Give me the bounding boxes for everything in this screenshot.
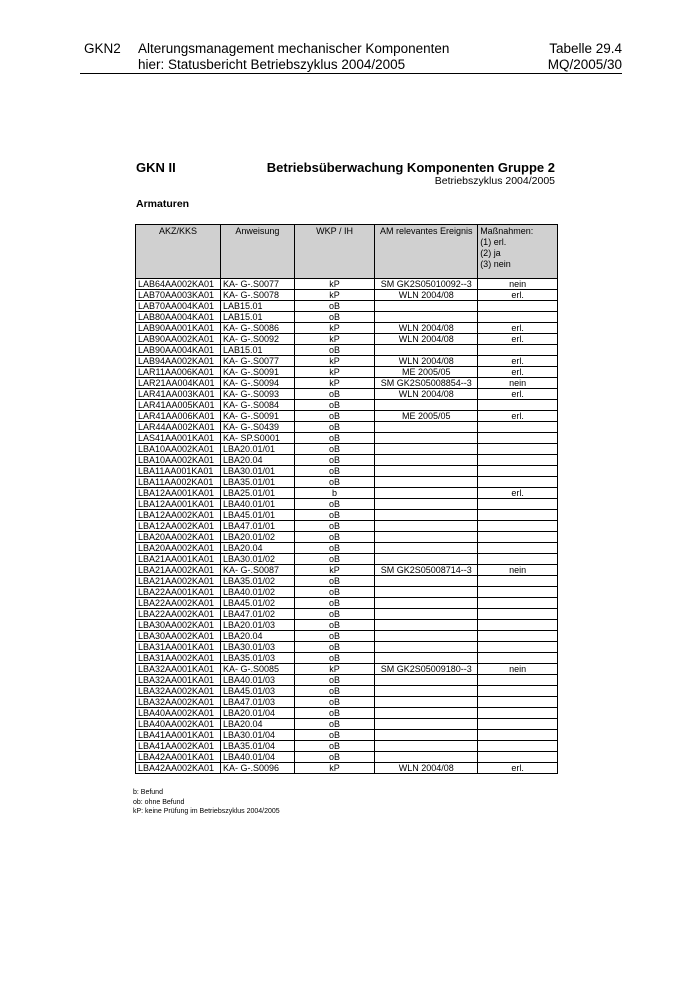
cell-anweisung: KA- G-.S0087 [220,565,294,576]
header-table-no: Tabelle 29.4 [549,41,622,56]
cell-wkp-ih: oB [294,598,374,609]
cell-anweisung: LBA20.04 [220,719,294,730]
cell-anweisung: LBA45.01/03 [220,686,294,697]
cell-wkp-ih: oB [294,576,374,587]
cell-wkp-ih: oB [294,510,374,521]
table-row [136,499,558,510]
cell-wkp-ih: oB [294,411,374,422]
cell-massnahmen [478,510,558,521]
cell-massnahmen [478,631,558,642]
cell-massnahmen [478,466,558,477]
cell-akz-kks: LAB90AA001KA01 [136,323,221,334]
table-row [136,477,558,488]
cell-wkp-ih: oB [294,631,374,642]
table-row [136,422,558,433]
cell-massnahmen [478,576,558,587]
cell-massnahmen [478,752,558,763]
table-row [136,301,558,312]
table-row [136,554,558,565]
cell-wkp-ih: oB [294,554,374,565]
cell-anweisung: LAB15.01 [220,312,294,323]
cell-akz-kks: LBA20AA002KA01 [136,543,221,554]
cell-akz-kks: LBA21AA001KA01 [136,554,221,565]
cell-anweisung: LBA30.01/03 [220,642,294,653]
footnotes [133,788,280,817]
plant-name: GKN II [136,160,176,175]
header-ref: MQ/2005/30 [547,57,622,72]
cell-massnahmen: nein [478,378,558,389]
cell-am-ereignis [375,554,478,565]
cell-massnahmen [478,477,558,488]
section-heading: Armaturen [136,198,190,210]
cell-akz-kks: LAR44AA002KA01 [136,422,221,433]
cell-am-ereignis: ME 2005/05 [375,411,478,422]
cell-akz-kks: LAR21AA004KA01 [136,378,221,389]
cell-anweisung: KA- SP.S0001 [220,433,294,444]
cell-akz-kks: LBA11AA002KA01 [136,477,221,488]
cell-anweisung: LBA20.01/01 [220,444,294,455]
cell-wkp-ih: oB [294,675,374,686]
cell-am-ereignis [375,653,478,664]
cell-am-ereignis [375,719,478,730]
cell-anweisung: KA- G-.S0439 [220,422,294,433]
cell-am-ereignis: WLN 2004/08 [375,334,478,345]
cell-am-ereignis [375,609,478,620]
cell-wkp-ih: oB [294,587,374,598]
cell-akz-kks: LAR41AA006KA01 [136,411,221,422]
table-row [136,356,558,367]
table-row [136,719,558,730]
table-row [136,631,558,642]
cell-anweisung: LBA47.01/01 [220,521,294,532]
cell-wkp-ih: oB [294,389,374,400]
cell-akz-kks: LBA22AA002KA01 [136,598,221,609]
header-divider [80,73,622,74]
cell-am-ereignis [375,675,478,686]
cell-anweisung: KA- G-.S0085 [220,664,294,675]
table-row [136,686,558,697]
cell-akz-kks: LBA32AA002KA01 [136,686,221,697]
table-row [136,345,558,356]
cell-am-ereignis [375,741,478,752]
col-massnahmen: Maßnahmen: (1) erl. (2) ja (3) nein [478,225,558,279]
cell-anweisung: KA- G-.S0084 [220,400,294,411]
cell-wkp-ih: oB [294,455,374,466]
cell-wkp-ih: kP [294,356,374,367]
table-row [136,389,558,400]
cell-wkp-ih: kP [294,290,374,301]
cell-wkp-ih: kP [294,367,374,378]
cell-akz-kks: LBA40AA002KA01 [136,719,221,730]
col-akz-kks: AKZ/KKS [136,225,221,279]
cell-massnahmen: erl. [478,323,558,334]
cell-anweisung: LBA35.01/02 [220,576,294,587]
cell-anweisung: LBA45.01/01 [220,510,294,521]
table-header-row [136,225,558,279]
cell-wkp-ih: oB [294,752,374,763]
cell-akz-kks: LBA21AA002KA01 [136,576,221,587]
cell-akz-kks: LBA10AA002KA01 [136,455,221,466]
cell-anweisung: KA- G-.S0077 [220,279,294,290]
cell-wkp-ih: oB [294,719,374,730]
cell-am-ereignis [375,345,478,356]
cell-anweisung: LBA30.01/04 [220,730,294,741]
cell-massnahmen [478,697,558,708]
cell-anweisung: KA- G-.S0092 [220,334,294,345]
cell-massnahmen: erl. [478,411,558,422]
table-row [136,653,558,664]
cell-am-ereignis [375,488,478,499]
cell-anweisung: KA- G-.S0078 [220,290,294,301]
cell-massnahmen [478,433,558,444]
table-row [136,411,558,422]
cell-massnahmen [478,730,558,741]
table-row [136,752,558,763]
cell-massnahmen [478,719,558,730]
cell-massnahmen [478,554,558,565]
cell-am-ereignis [375,510,478,521]
table-row [136,455,558,466]
table-row [136,290,558,301]
cell-am-ereignis [375,752,478,763]
cell-am-ereignis [375,620,478,631]
cell-wkp-ih: kP [294,334,374,345]
cell-akz-kks: LBA12AA002KA01 [136,510,221,521]
cell-am-ereignis [375,631,478,642]
cell-am-ereignis: ME 2005/05 [375,367,478,378]
cell-massnahmen [478,444,558,455]
cell-wkp-ih: oB [294,466,374,477]
cell-akz-kks: LBA32AA001KA01 [136,675,221,686]
cell-am-ereignis [375,697,478,708]
cell-am-ereignis: SM GK2S05010092--3 [375,279,478,290]
cell-anweisung: LBA20.01/03 [220,620,294,631]
cell-am-ereignis [375,422,478,433]
cell-wkp-ih: oB [294,741,374,752]
cell-wkp-ih: oB [294,301,374,312]
table-row [136,466,558,477]
cell-am-ereignis [375,521,478,532]
cell-akz-kks: LBA40AA002KA01 [136,708,221,719]
table-row [136,708,558,719]
cell-massnahmen [478,587,558,598]
footnote: ob: ohne Befund [133,798,185,806]
cell-akz-kks: LBA22AA002KA01 [136,609,221,620]
table-row [136,521,558,532]
table-row [136,400,558,411]
cell-massnahmen [478,455,558,466]
cell-anweisung: LAB15.01 [220,345,294,356]
cell-anweisung: LBA25.01/01 [220,488,294,499]
cell-anweisung: KA- G-.S0086 [220,323,294,334]
cell-akz-kks: LBA10AA002KA01 [136,444,221,455]
cell-wkp-ih: kP [294,763,374,774]
cell-wkp-ih: oB [294,400,374,411]
cell-akz-kks: LBA32AA001KA01 [136,664,221,675]
document-title: Betriebsüberwachung Komponenten Gruppe 2 [266,160,555,175]
table-row [136,378,558,389]
cell-akz-kks: LBA41AA001KA01 [136,730,221,741]
cell-massnahmen [478,422,558,433]
table-row [136,433,558,444]
cell-akz-kks: LBA22AA001KA01 [136,587,221,598]
cell-anweisung: KA- G-.S0096 [220,763,294,774]
header-org: GKN2 [84,41,121,56]
table-row [136,444,558,455]
cell-anweisung: LBA20.01/02 [220,532,294,543]
table-row [136,334,558,345]
cell-anweisung: LBA45.01/02 [220,598,294,609]
footnote: b: Befund [133,789,163,796]
table-row [136,675,558,686]
cell-wkp-ih: oB [294,708,374,719]
cell-massnahmen [478,400,558,411]
cell-anweisung: KA- G-.S0091 [220,411,294,422]
col-anweisung: Anweisung [220,225,294,279]
cell-wkp-ih: b [294,488,374,499]
cell-massnahmen [478,532,558,543]
cell-wkp-ih: oB [294,543,374,554]
table-row [136,642,558,653]
table-row [136,279,558,290]
cell-anweisung: LBA20.04 [220,543,294,554]
footnote: kP: keine Prüfung im Betriebszyklus 2004/2005 [133,808,280,815]
cell-wkp-ih: oB [294,686,374,697]
table-row [136,565,558,576]
table-row [136,730,558,741]
cell-massnahmen [478,620,558,631]
cell-akz-kks: LBA31AA001KA01 [136,642,221,653]
cell-am-ereignis: WLN 2004/08 [375,356,478,367]
cell-anweisung: LBA40.01/03 [220,675,294,686]
cell-wkp-ih: oB [294,422,374,433]
page-header [84,41,622,73]
cell-am-ereignis [375,444,478,455]
header-line1: Alterungsmanagement mechanischer Komponenten [138,41,450,56]
table-row [136,741,558,752]
cell-wkp-ih: kP [294,664,374,675]
cell-akz-kks: LBA12AA001KA01 [136,499,221,510]
cell-massnahmen [478,653,558,664]
cell-massnahmen [478,345,558,356]
cell-wkp-ih: oB [294,730,374,741]
cell-am-ereignis: WLN 2004/08 [375,290,478,301]
cell-am-ereignis [375,543,478,554]
cell-massnahmen [478,609,558,620]
cell-anweisung: LBA40.01/02 [220,587,294,598]
cell-massnahmen: erl. [478,334,558,345]
cell-anweisung: LBA20.01/04 [220,708,294,719]
cell-massnahmen [478,312,558,323]
table-row [136,543,558,554]
cell-wkp-ih: oB [294,345,374,356]
cell-wkp-ih: oB [294,620,374,631]
cell-anweisung: KA- G-.S0093 [220,389,294,400]
cell-akz-kks: LBA32AA002KA01 [136,697,221,708]
cell-massnahmen [478,301,558,312]
cell-akz-kks: LBA20AA002KA01 [136,532,221,543]
table-row [136,323,558,334]
cell-akz-kks: LAS41AA001KA01 [136,433,221,444]
table-row [136,697,558,708]
cell-massnahmen [478,543,558,554]
cell-anweisung: LBA35.01/04 [220,741,294,752]
cell-akz-kks: LBA12AA002KA01 [136,521,221,532]
cell-akz-kks: LBA12AA001KA01 [136,488,221,499]
cell-am-ereignis [375,642,478,653]
cell-am-ereignis [375,532,478,543]
cell-wkp-ih: oB [294,312,374,323]
col-wkp-ih: WKP / IH [294,225,374,279]
cell-am-ereignis [375,477,478,488]
table-row [136,532,558,543]
cell-am-ereignis [375,499,478,510]
cell-am-ereignis [375,433,478,444]
cell-anweisung: LBA47.01/03 [220,697,294,708]
table-row [136,367,558,378]
cell-wkp-ih: oB [294,477,374,488]
cell-anweisung: LBA40.01/04 [220,752,294,763]
cell-wkp-ih: kP [294,323,374,334]
cell-wkp-ih: oB [294,521,374,532]
table-body [136,279,558,774]
cell-am-ereignis [375,466,478,477]
cell-massnahmen [478,675,558,686]
table-row [136,510,558,521]
cell-wkp-ih: kP [294,279,374,290]
component-table [135,224,558,774]
table-row [136,488,558,499]
cell-massnahmen: erl. [478,389,558,400]
table-row [136,576,558,587]
cell-am-ereignis [375,598,478,609]
table-row [136,620,558,631]
cell-anweisung: LBA30.01/01 [220,466,294,477]
table-row [136,609,558,620]
cell-am-ereignis: WLN 2004/08 [375,323,478,334]
cell-akz-kks: LBA42AA002KA01 [136,763,221,774]
cell-wkp-ih: oB [294,653,374,664]
cell-massnahmen [478,686,558,697]
cell-akz-kks: LAB70AA003KA01 [136,290,221,301]
cell-wkp-ih: oB [294,433,374,444]
cell-anweisung: KA- G-.S0091 [220,367,294,378]
cell-anweisung: KA- G-.S0094 [220,378,294,389]
cell-am-ereignis [375,686,478,697]
cell-anweisung: LBA47.01/02 [220,609,294,620]
cell-wkp-ih: kP [294,378,374,389]
cell-akz-kks: LAB90AA004KA01 [136,345,221,356]
cell-massnahmen: nein [478,565,558,576]
cell-massnahmen [478,499,558,510]
cell-akz-kks: LAR41AA003KA01 [136,389,221,400]
cell-wkp-ih: oB [294,697,374,708]
table-row [136,587,558,598]
cell-massnahmen: erl. [478,367,558,378]
cell-massnahmen: erl. [478,488,558,499]
cell-am-ereignis: WLN 2004/08 [375,389,478,400]
cell-massnahmen: erl. [478,290,558,301]
cell-am-ereignis [375,587,478,598]
cell-wkp-ih: oB [294,609,374,620]
cell-am-ereignis [375,576,478,587]
cell-wkp-ih: oB [294,532,374,543]
cell-akz-kks: LAB64AA002KA01 [136,279,221,290]
cell-am-ereignis [375,400,478,411]
cell-am-ereignis: WLN 2004/08 [375,763,478,774]
table-row [136,664,558,675]
cell-akz-kks: LBA42AA001KA01 [136,752,221,763]
cell-akz-kks: LAB90AA002KA01 [136,334,221,345]
cell-massnahmen: erl. [478,356,558,367]
cell-am-ereignis [375,312,478,323]
cell-am-ereignis [375,708,478,719]
cell-akz-kks: LBA21AA002KA01 [136,565,221,576]
cell-am-ereignis [375,455,478,466]
cell-massnahmen [478,598,558,609]
cell-massnahmen [478,741,558,752]
cell-anweisung: LBA20.04 [220,631,294,642]
cell-massnahmen: nein [478,279,558,290]
cell-massnahmen [478,521,558,532]
cell-anweisung: LBA35.01/01 [220,477,294,488]
table-row [136,312,558,323]
table-row [136,598,558,609]
cell-akz-kks: LAB80AA004KA01 [136,312,221,323]
cell-wkp-ih: oB [294,444,374,455]
cell-anweisung: LBA40.01/01 [220,499,294,510]
cell-anweisung: LBA35.01/03 [220,653,294,664]
cell-akz-kks: LBA11AA001KA01 [136,466,221,477]
col-am-ereignis: AM relevantes Ereignis [375,225,478,279]
document-subtitle: Betriebszyklus 2004/2005 [434,175,555,187]
cell-akz-kks: LBA30AA002KA01 [136,620,221,631]
cell-massnahmen: erl. [478,763,558,774]
cell-akz-kks: LBA41AA002KA01 [136,741,221,752]
cell-akz-kks: LAB70AA004KA01 [136,301,221,312]
cell-massnahmen [478,642,558,653]
cell-wkp-ih: kP [294,565,374,576]
header-line2: hier: Statusbericht Betriebszyklus 2004/2005 [138,57,406,72]
cell-am-ereignis [375,301,478,312]
cell-am-ereignis: SM GK2S05009180--3 [375,664,478,675]
cell-anweisung: LAB15.01 [220,301,294,312]
cell-wkp-ih: oB [294,642,374,653]
cell-akz-kks: LBA31AA002KA01 [136,653,221,664]
cell-anweisung: LBA30.01/02 [220,554,294,565]
cell-am-ereignis [375,730,478,741]
cell-akz-kks: LAB94AA002KA01 [136,356,221,367]
cell-akz-kks: LBA30AA002KA01 [136,631,221,642]
cell-am-ereignis: SM GK2S05008854--3 [375,378,478,389]
table-row [136,763,558,774]
cell-anweisung: LBA20.04 [220,455,294,466]
cell-anweisung: KA- G-.S0077 [220,356,294,367]
cell-wkp-ih: oB [294,499,374,510]
cell-massnahmen: nein [478,664,558,675]
cell-akz-kks: LAR41AA005KA01 [136,400,221,411]
cell-massnahmen [478,708,558,719]
cell-am-ereignis: SM GK2S05008714--3 [375,565,478,576]
cell-akz-kks: LAR11AA006KA01 [136,367,221,378]
